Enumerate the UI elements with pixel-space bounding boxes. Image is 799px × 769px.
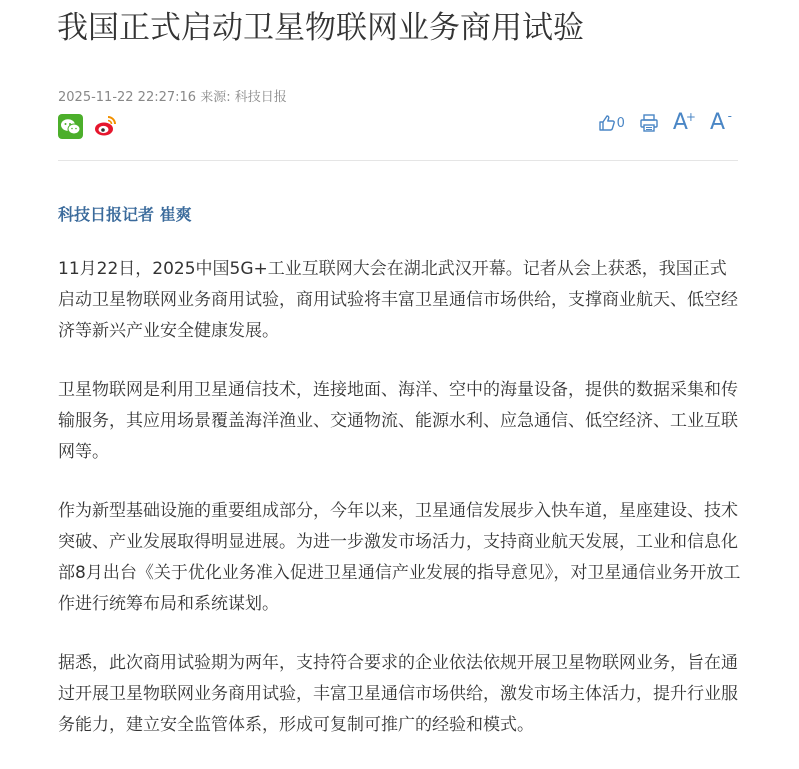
like-button[interactable] — [598, 114, 625, 132]
wechat-share-button[interactable] — [58, 114, 83, 139]
article-body — [58, 254, 742, 769]
wechat-icon — [60, 118, 81, 136]
article-author: 科技日报记者 崔爽 — [58, 205, 192, 224]
article-title: 我国正式启动卫星物联网业务商用试验 — [57, 10, 584, 46]
printer-icon — [639, 113, 659, 133]
print-button[interactable] — [639, 113, 659, 133]
weibo-share-button[interactable] — [93, 114, 118, 139]
article-meta: 2025-11-22 22:27:16 来源: 科技日报 — [58, 90, 287, 105]
font-increase-button[interactable] — [672, 110, 696, 135]
like-count: 0 — [616, 115, 625, 131]
paragraph: 据悉，此次商用试验期为两年，支持符合要求的企业依法依规开展卫星物联网业务，旨在通过开展卫星物联网业务商用试验，丰富卫星通信市场供给，激发市场主体活力，提升行业服务能力，建立安全监管体系，形成可复制可推广的经验和模式。 — [58, 653, 738, 735]
font-decrease-label: A — [709, 110, 725, 135]
minus-icon: - — [727, 109, 732, 123]
article-tools — [598, 109, 732, 135]
paragraph: 11月22日，2025中国5G+工业互联网大会在湖北武汉开幕。记者从会上获悉，我国正式启动卫星物联网业务商用试验，商用试验将丰富卫星通信市场供给，支撑商业航天、低空经济等新兴产业安全健康发展。 — [58, 259, 738, 341]
font-increase-label: A — [672, 110, 688, 135]
font-decrease-button[interactable] — [709, 109, 732, 135]
share-bar — [58, 114, 118, 139]
thumbs-up-icon — [598, 114, 616, 132]
paragraph: 作为新型基础设施的重要组成部分，今年以来，卫星通信发展步入快车道，星座建设、技术突破、产业发展取得明显进展。为进一步激发市场活力，支持商业航天发展，工业和信息化部8月出台《关于优化业务准入促进卫星通信产业发展的指导意见》，对卫星通信业务开放工作进行统筹布局和系统谋划。 — [58, 501, 741, 614]
weibo-icon — [93, 114, 118, 139]
header-divider — [58, 160, 738, 161]
plus-icon: + — [685, 110, 696, 124]
paragraph: 卫星物联网是利用卫星通信技术，连接地面、海洋、空中的海量设备，提供的数据采集和传输服务，其应用场景覆盖海洋渔业、交通物流、能源水利、应急通信、低空经济、工业互联网等。 — [58, 380, 738, 462]
